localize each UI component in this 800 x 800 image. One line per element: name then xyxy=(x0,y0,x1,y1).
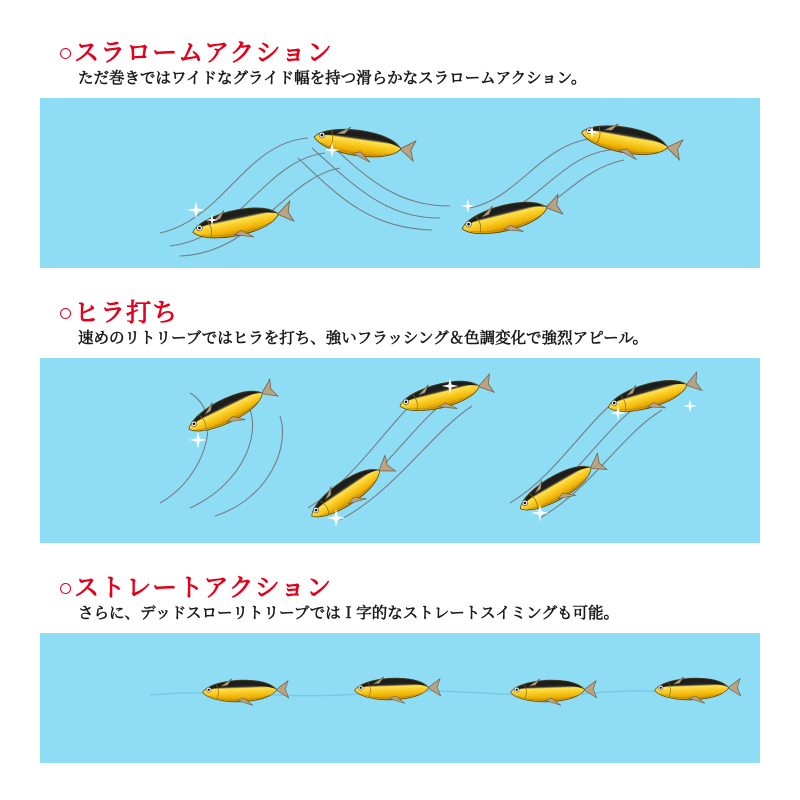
section-straight-action xyxy=(0,575,800,763)
section-3-bullet: ○ xyxy=(58,574,75,602)
section-2-heading-text: ヒラ打ち xyxy=(74,299,179,327)
section-2-subheading: 速めのリトリーブではヒラを打ち、強いフラッシング＆色調変化で強烈アピール。 xyxy=(78,329,649,347)
section-2-illustration-panel xyxy=(40,358,760,543)
section-1-heading xyxy=(58,40,800,68)
straight-illustration xyxy=(40,633,760,763)
section-hira-uchi xyxy=(0,300,800,543)
section-3-subheading: さらに、デッドスローリトリーブではＩ字的なストレートスイミングも可能。 xyxy=(78,604,619,622)
section-2-heading xyxy=(58,300,800,328)
section-1-subheading: ただ巻きではワイドなグライド幅を持つ滑らかなスラロームアクション。 xyxy=(78,69,587,87)
section-3-illustration-panel xyxy=(40,633,760,763)
section-1-heading-text: スラロームアクション xyxy=(74,39,333,67)
section-slalom-action xyxy=(0,40,800,268)
hira-uchi-illustration xyxy=(40,358,760,543)
section-2-bullet: ○ xyxy=(58,299,75,327)
section-1-illustration-panel xyxy=(40,98,760,268)
section-1-bullet: ○ xyxy=(58,39,75,67)
slalom-illustration xyxy=(40,98,760,268)
section-3-heading-text: ストレートアクション xyxy=(74,574,333,602)
section-3-heading xyxy=(58,575,800,603)
